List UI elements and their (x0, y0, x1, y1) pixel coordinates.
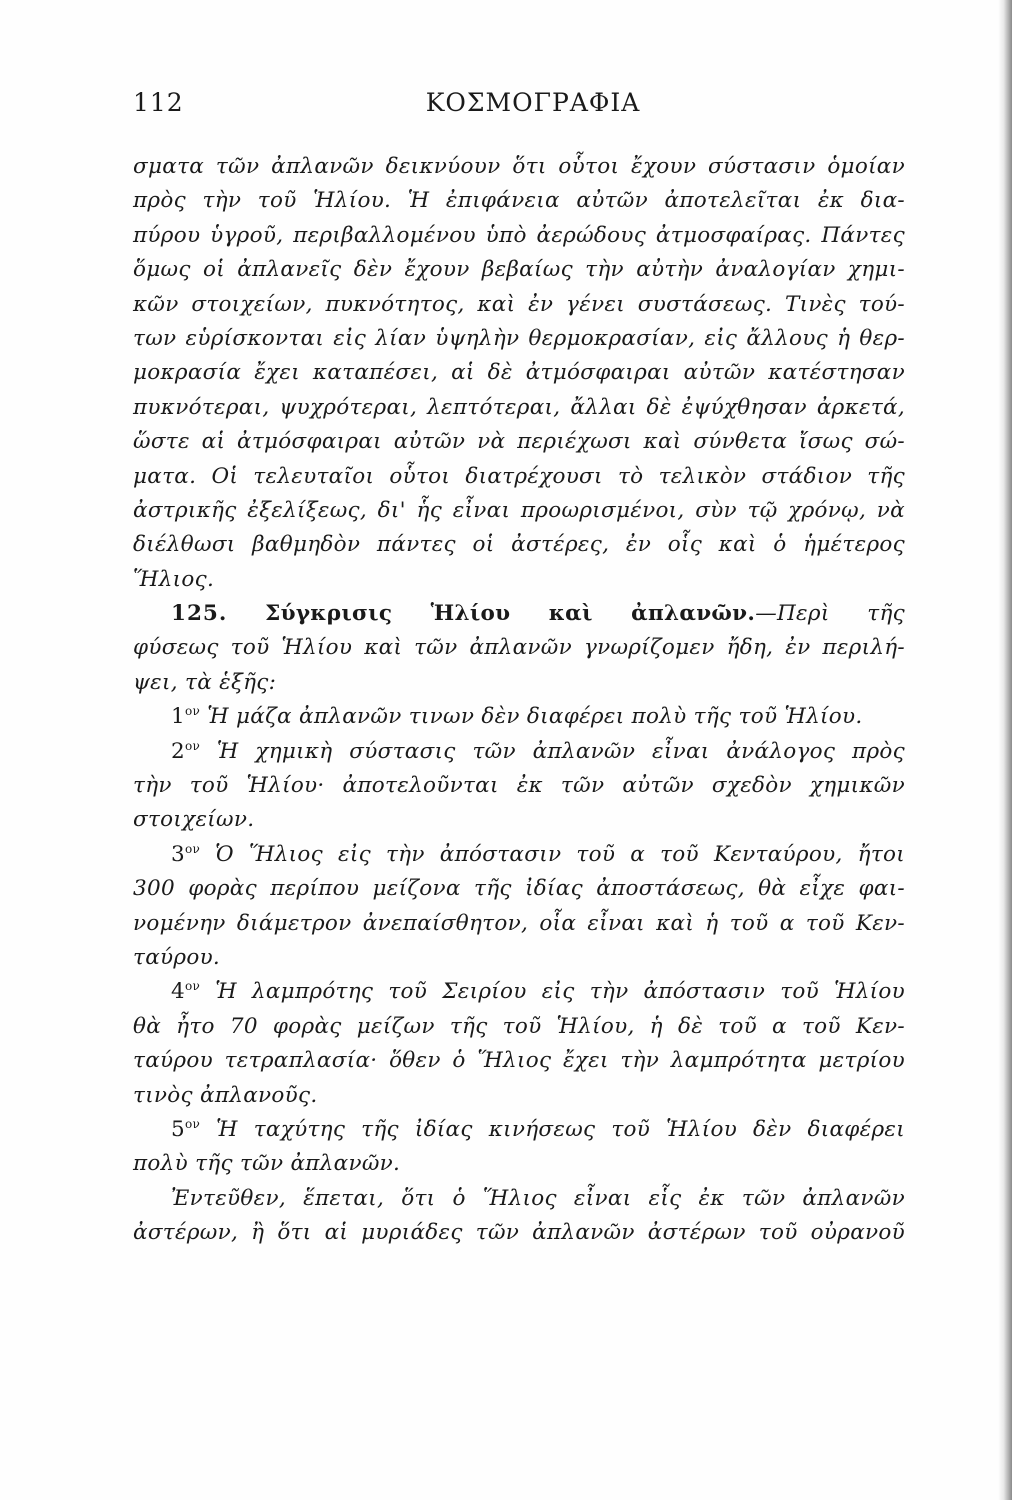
text-line: πρὸς τὴν τοῦ Ἡλίου. Ἡ ἐπιφάνεια αὐτῶν ἀποτελεῖται ἐκ δια- (133, 188, 905, 214)
text-line: Ἥλιος. (133, 566, 215, 592)
text-line: των εὑρίσκονται εἰς λίαν ὑψηλὴν θερμοκρασίαν, εἰς ἄλλους ἡ θερ- (133, 325, 905, 351)
text-line: ὅμως οἱ ἀπλανεῖς δὲν ἔχουν βεβαίως τὴν αὐτὴν ἀναλογίαν χημι- (133, 257, 905, 283)
item-ordinal: $1^{o\nu}$ (171, 704, 201, 730)
running-head (133, 88, 903, 128)
text-line: πύρου ὑγροῦ, περιβαλλομένου ὑπὸ ἀερώδους ἀτμοσφαίρας. Πάντες (133, 222, 905, 248)
text-line: ἀστέρων, ἢ ὅτι αἱ μυριάδες τῶν ἀπλανῶν ἀστέρων τοῦ οὐρανοῦ (133, 1220, 905, 1246)
text-line: 300 φορὰς περίπου μείζονα τῆς ἰδίας ἀποστάσεως, θὰ εἶχε φαι- (133, 876, 905, 902)
text-line: ταύρου τετραπλασία· ὅθεν ὁ Ἥλιος ἔχει τὴν λαμπρότητα μετρίου (133, 1048, 905, 1074)
text-line: ματα. Οἱ τελευταῖοι οὗτοι διατρέχουσι τὸ τελικὸν στάδιον τῆς (133, 463, 905, 489)
item-ordinal: $4^{o\nu}$ (171, 979, 201, 1005)
text-line: Ἐντεῦθεν, ἕπεται, ὅτι ὁ Ἥλιος εἶναι εἷς ἐκ τῶν ἀπλανῶν (171, 1185, 905, 1211)
text-line: τὴν τοῦ Ἡλίου· ἀποτελοῦνται ἐκ τῶν αὐτῶν σχεδὸν χημικῶν (133, 773, 905, 799)
text-line: διέλθωσι βαθμηδὸν πάντες οἱ ἀστέρες, ἐν οἷς καὶ ὁ ἡμέτερος (133, 532, 905, 558)
text-line: ψει, τὰ ἑξῆς: (133, 669, 277, 695)
text-line: ὥστε αἱ ἀτμόσφαιραι αὐτῶν νὰ περιέχωσι καὶ σύνθετα ἴσως σώ- (133, 429, 905, 455)
list-item-line: $1^{o\nu}$ Ἡ μάζα ἀπλανῶν τινων δὲν διαφέρει πολὺ τῆς τοῦ Ἡλίου. (171, 704, 863, 730)
text-line: ταύρου. (133, 944, 221, 970)
text-line: ἀστρικῆς ἐξελίξεως, δι' ἧς εἶναι προωρισμένοι, σὺν τῷ χρόνῳ, νὰ (133, 497, 905, 523)
page-binding-shadow (998, 0, 1012, 1500)
text-line: σματα τῶν ἀπλανῶν δεικνύουν ὅτι οὗτοι ἔχουν σύστασιν ὁμοίαν (133, 154, 905, 179)
page-number: 112 (133, 88, 184, 117)
text-line: πυκνότεραι, ψυχρότεραι, λεπτότεραι, ἄλλαι δὲ ἐψύχθησαν ἀρκετά, (133, 394, 905, 420)
text-line: νομένην διάμετρον ἀνεπαίσθητον, οἷα εἶναι καὶ ἡ τοῦ α τοῦ Κεν- (133, 910, 905, 936)
section-lead-text: —Περὶ τῆς (755, 601, 905, 627)
text-line: θὰ ἦτο 70 φορὰς μείζων τῆς τοῦ Ἡλίου, ἡ δὲ τοῦ α τοῦ Κεν- (133, 1013, 905, 1039)
list-item-line: $4^{o\nu}$ Ἡ λαμπρότης τοῦ Σειρίου εἰς τὴν ἀπόστασιν τοῦ Ἡλίου (171, 979, 905, 1005)
running-title: ΚΟΣΜΟΓΡΑΦΙΑ (425, 88, 641, 117)
section-title: Σύγκρισις Ἡλίου καὶ ἀπλανῶν. (265, 601, 756, 627)
section-number: 125. (171, 601, 228, 627)
text-line: στοιχείων. (133, 807, 255, 833)
list-item-line: $5^{o\nu}$ Ἡ ταχύτης τῆς ἰδίας κινήσεως τοῦ Ἡλίου δὲν διαφέρει (171, 1116, 905, 1142)
text-line: τινὸς ἀπλανοῦς. (133, 1082, 318, 1108)
text-line: κῶν στοιχείων, πυκνότητος, καὶ ἐν γένει συστάσεως. Τινὲς τού- (133, 291, 905, 317)
section-heading-line (133, 597, 905, 631)
item-ordinal: $2^{o\nu}$ (171, 738, 201, 764)
list-item-line: $2^{o\nu}$ Ἡ χημικὴ σύστασις τῶν ἀπλανῶν εἶναι ἀνάλογος πρὸς (171, 738, 905, 764)
item-ordinal: $5^{o\nu}$ (171, 1116, 201, 1142)
text-line: φύσεως τοῦ Ἡλίου καὶ τῶν ἀπλανῶν γνωρίζομεν ἤδη, ἐν περιλή- (133, 635, 905, 661)
text-line: πολὺ τῆς τῶν ἀπλανῶν. (133, 1151, 401, 1177)
item-ordinal: $3^{o\nu}$ (171, 841, 201, 867)
list-item-line: $3^{o\nu}$ Ὁ Ἥλιος εἰς τὴν ἀπόστασιν τοῦ α τοῦ Κενταύρου, ἤτοι (171, 841, 906, 867)
text-line: μοκρασία ἔχει καταπέσει, αἱ δὲ ἀτμόσφαιραι αὐτῶν κατέστησαν (133, 360, 905, 386)
body-text (133, 150, 905, 1251)
